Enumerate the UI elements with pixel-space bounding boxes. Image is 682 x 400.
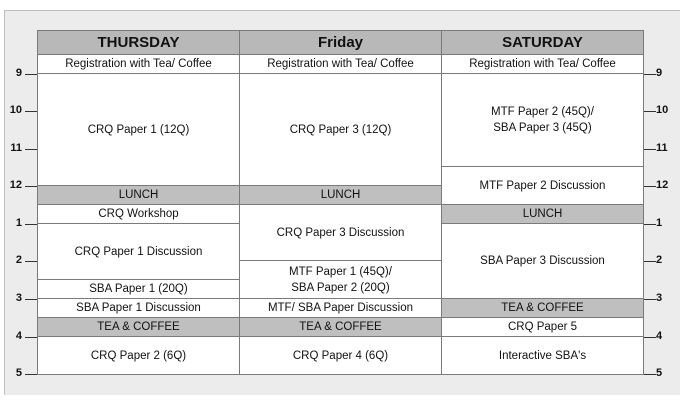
hour-label-left: 2 [15,254,22,266]
friday-mtf-sba-discussion: MTF/ SBA Paper Discussion [240,299,441,318]
hour-tick [25,74,37,75]
saturday-mtf-paper-2-discussion: MTF Paper 2 Discussion [442,167,643,205]
hour-tick [25,111,37,112]
hour-label-left: 9 [15,67,22,79]
hour-label-right: 3 [656,292,663,304]
hour-label-left: 5 [15,367,22,379]
hour-tick [25,337,37,338]
hour-tick [25,186,37,187]
friday-crq-paper-3-discussion: CRQ Paper 3 Discussion [240,205,441,261]
hour-tick [644,261,656,262]
hour-tick [644,74,656,75]
hour-label-left: 12 [9,179,22,191]
friday-mtf-sba-papers: MTF Paper 1 (45Q)/ SBA Paper 2 (20Q) [240,261,441,299]
hour-tick [25,261,37,262]
friday-lunch: LUNCH [240,186,441,205]
hour-tick [25,299,37,300]
hour-label-left: 3 [15,292,22,304]
saturday-sba-paper-3-discussion: SBA Paper 3 Discussion [442,224,643,299]
header-friday: Friday [240,31,441,55]
saturday-interactive-sbas: Interactive SBA's [498,349,587,362]
thursday-crq-paper-2: CRQ Paper 2 (6Q) [90,349,187,362]
hour-label-left: 11 [10,142,22,154]
saturday-tea-coffee: TEA & COFFEE [442,299,643,318]
saturday-registration: Registration with Tea/ Coffee [442,55,643,74]
hour-label-right: 4 [656,330,663,342]
thursday-sba-paper-1-discussion: SBA Paper 1 Discussion [38,299,239,318]
hour-tick [644,111,656,112]
header-saturday: SATURDAY [442,31,643,55]
hour-tick [25,149,37,150]
thursday-lunch: LUNCH [38,186,239,205]
thursday-sba-paper-1: SBA Paper 1 (20Q) [38,280,239,299]
hour-label-left: 4 [15,330,22,342]
hour-label-right: 11 [656,142,668,154]
hour-label-right: 9 [656,67,663,79]
hour-tick [644,374,656,375]
thursday-crq-paper-1-discussion: CRQ Paper 1 Discussion [38,224,239,280]
hour-label-right: 2 [656,254,663,266]
saturday-lunch: LUNCH [442,205,643,224]
hour-tick [644,299,656,300]
friday-tea-coffee: TEA & COFFEE [240,318,441,337]
hour-tick [644,337,656,338]
friday-crq-paper-3: CRQ Paper 3 (12Q) [240,74,441,186]
saturday-crq-paper-5: CRQ Paper 5 [442,318,643,337]
hour-label-left: 10 [9,104,22,116]
hour-tick [644,186,656,187]
hour-tick [25,224,37,225]
saturday-mtf-sba-papers: MTF Paper 2 (45Q)/ SBA Paper 3 (45Q) [442,74,643,167]
thursday-crq-paper-1: CRQ Paper 1 (12Q) [38,74,239,186]
hour-label-right: 1 [656,217,663,229]
friday-registration: Registration with Tea/ Coffee [240,55,441,74]
thursday-tea-coffee: TEA & COFFEE [38,318,239,337]
hour-label-right: 5 [656,367,663,379]
hour-label-right: 12 [656,179,669,191]
hour-label-left: 1 [15,217,22,229]
hour-tick [25,374,37,375]
thursday-crq-workshop: CRQ Workshop [38,205,239,224]
thursday-registration: Registration with Tea/ Coffee [38,55,239,74]
header-thursday: THURSDAY [38,31,239,55]
hour-label-right: 10 [656,104,669,116]
friday-crq-paper-4: CRQ Paper 4 (6Q) [292,349,389,362]
hour-tick [644,224,656,225]
hour-tick [644,149,656,150]
